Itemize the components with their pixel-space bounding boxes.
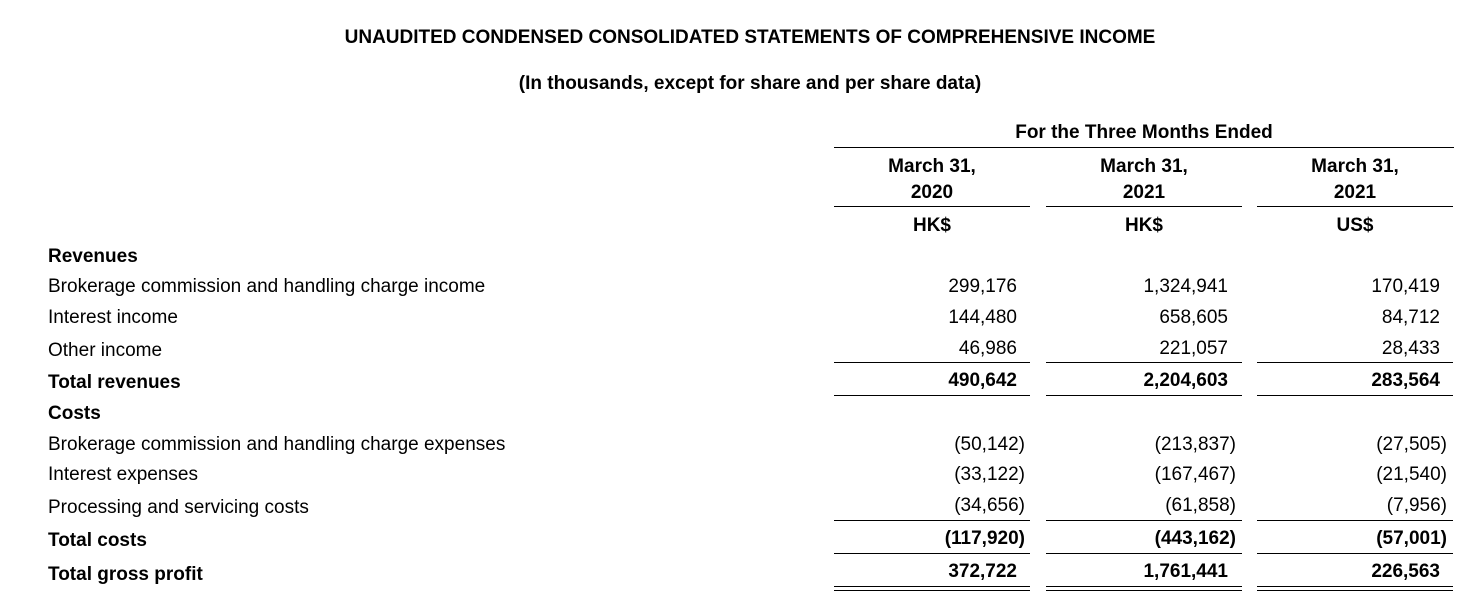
cell-2021-usd: (57,001) [1376, 528, 1447, 549]
column-date-line2: 2021 [1333, 182, 1377, 203]
cell-2020: 144,480 [948, 307, 1017, 328]
row-label-total-revenues: Total revenues [48, 372, 181, 393]
cell-2020: (117,920) [944, 528, 1025, 549]
total-rule [1046, 553, 1242, 554]
column-header-2020 [834, 154, 1030, 206]
subtotal-rule [834, 362, 1030, 363]
cell-2021-usd: 84,712 [1381, 307, 1440, 328]
row-label-processing-costs: Processing and servicing costs [48, 497, 309, 518]
column-underline [1257, 206, 1453, 207]
cell-2021-hkd: (61,858) [1165, 495, 1236, 516]
statement-subtitle: (In thousands, except for share and per share data) [518, 73, 982, 94]
column-currency-2021-hkd: HK$ [1124, 215, 1163, 236]
double-rule-bottom [1257, 590, 1453, 591]
cell-2021-usd: (21,540) [1376, 464, 1447, 485]
cell-2021-hkd: (443,162) [1154, 528, 1236, 549]
cell-2021-hkd: 658,605 [1159, 307, 1228, 328]
column-currency-2021-usd: US$ [1336, 215, 1374, 236]
total-rule [1257, 553, 1453, 554]
total-rule [834, 553, 1030, 554]
cell-2020: 46,986 [958, 338, 1017, 359]
column-header-2021-hkd [1046, 154, 1242, 206]
period-underline [834, 147, 1454, 148]
cell-2021-usd: 170,419 [1371, 276, 1440, 297]
column-header-2021-usd [1257, 154, 1453, 206]
cell-2021-hkd: 221,057 [1159, 338, 1228, 359]
double-rule-top [1257, 586, 1453, 587]
subtotal-rule [1046, 520, 1242, 521]
total-rule [834, 395, 1030, 396]
cell-2020: 299,176 [948, 276, 1017, 297]
column-date-line1: March 31, [1100, 156, 1188, 177]
cell-2021-hkd: 2,204,603 [1143, 370, 1228, 391]
column-date-line1: March 31, [888, 156, 976, 177]
column-underline [834, 206, 1030, 207]
cell-2021-usd: 226,563 [1371, 561, 1440, 582]
column-underline [1046, 206, 1242, 207]
row-label-gross-profit: Total gross profit [48, 564, 203, 585]
subtotal-rule [834, 520, 1030, 521]
total-rule [1046, 395, 1242, 396]
cell-2021-hkd: 1,324,941 [1143, 276, 1228, 297]
cell-2021-hkd: 1,761,441 [1143, 561, 1228, 582]
column-date-line2: 2021 [1122, 182, 1166, 203]
total-rule [1257, 395, 1453, 396]
double-rule-top [834, 586, 1030, 587]
subtotal-rule [1257, 520, 1453, 521]
cell-2021-usd: (27,505) [1376, 434, 1447, 455]
row-label-brokerage-expenses: Brokerage commission and handling charge expenses [48, 434, 506, 455]
cell-2020: 372,722 [948, 561, 1017, 582]
column-currency-2020: HK$ [912, 215, 951, 236]
row-label-other-income: Other income [48, 340, 163, 361]
double-rule-bottom [834, 590, 1030, 591]
cell-2020: (33,122) [954, 464, 1025, 485]
row-label-total-costs: Total costs [48, 530, 147, 551]
row-label-interest-income: Interest income [48, 307, 178, 328]
double-rule-top [1046, 586, 1242, 587]
subtotal-rule [1257, 362, 1453, 363]
cell-2020: 490,642 [948, 370, 1017, 391]
costs-section-label: Costs [48, 403, 101, 424]
period-header: For the Three Months Ended [1015, 122, 1273, 143]
double-rule-bottom [1046, 590, 1242, 591]
cell-2021-hkd: (213,837) [1154, 434, 1236, 455]
subtotal-rule [1046, 362, 1242, 363]
cell-2021-usd: 283,564 [1371, 370, 1440, 391]
statement-title: UNAUDITED CONDENSED CONSOLIDATED STATEMENTS OF COMPREHENSIVE INCOME [344, 27, 1156, 48]
column-date-line2: 2020 [910, 182, 954, 203]
cell-2021-hkd: (167,467) [1154, 464, 1236, 485]
row-label-interest-expenses: Interest expenses [48, 464, 198, 485]
column-date-line1: March 31, [1311, 156, 1399, 177]
cell-2021-usd: (7,956) [1386, 495, 1447, 516]
revenues-section-label: Revenues [48, 246, 138, 267]
row-label-brokerage-income: Brokerage commission and handling charge income [48, 276, 486, 297]
cell-2020: (34,656) [954, 495, 1025, 516]
cell-2020: (50,142) [954, 434, 1025, 455]
cell-2021-usd: 28,433 [1381, 338, 1440, 359]
